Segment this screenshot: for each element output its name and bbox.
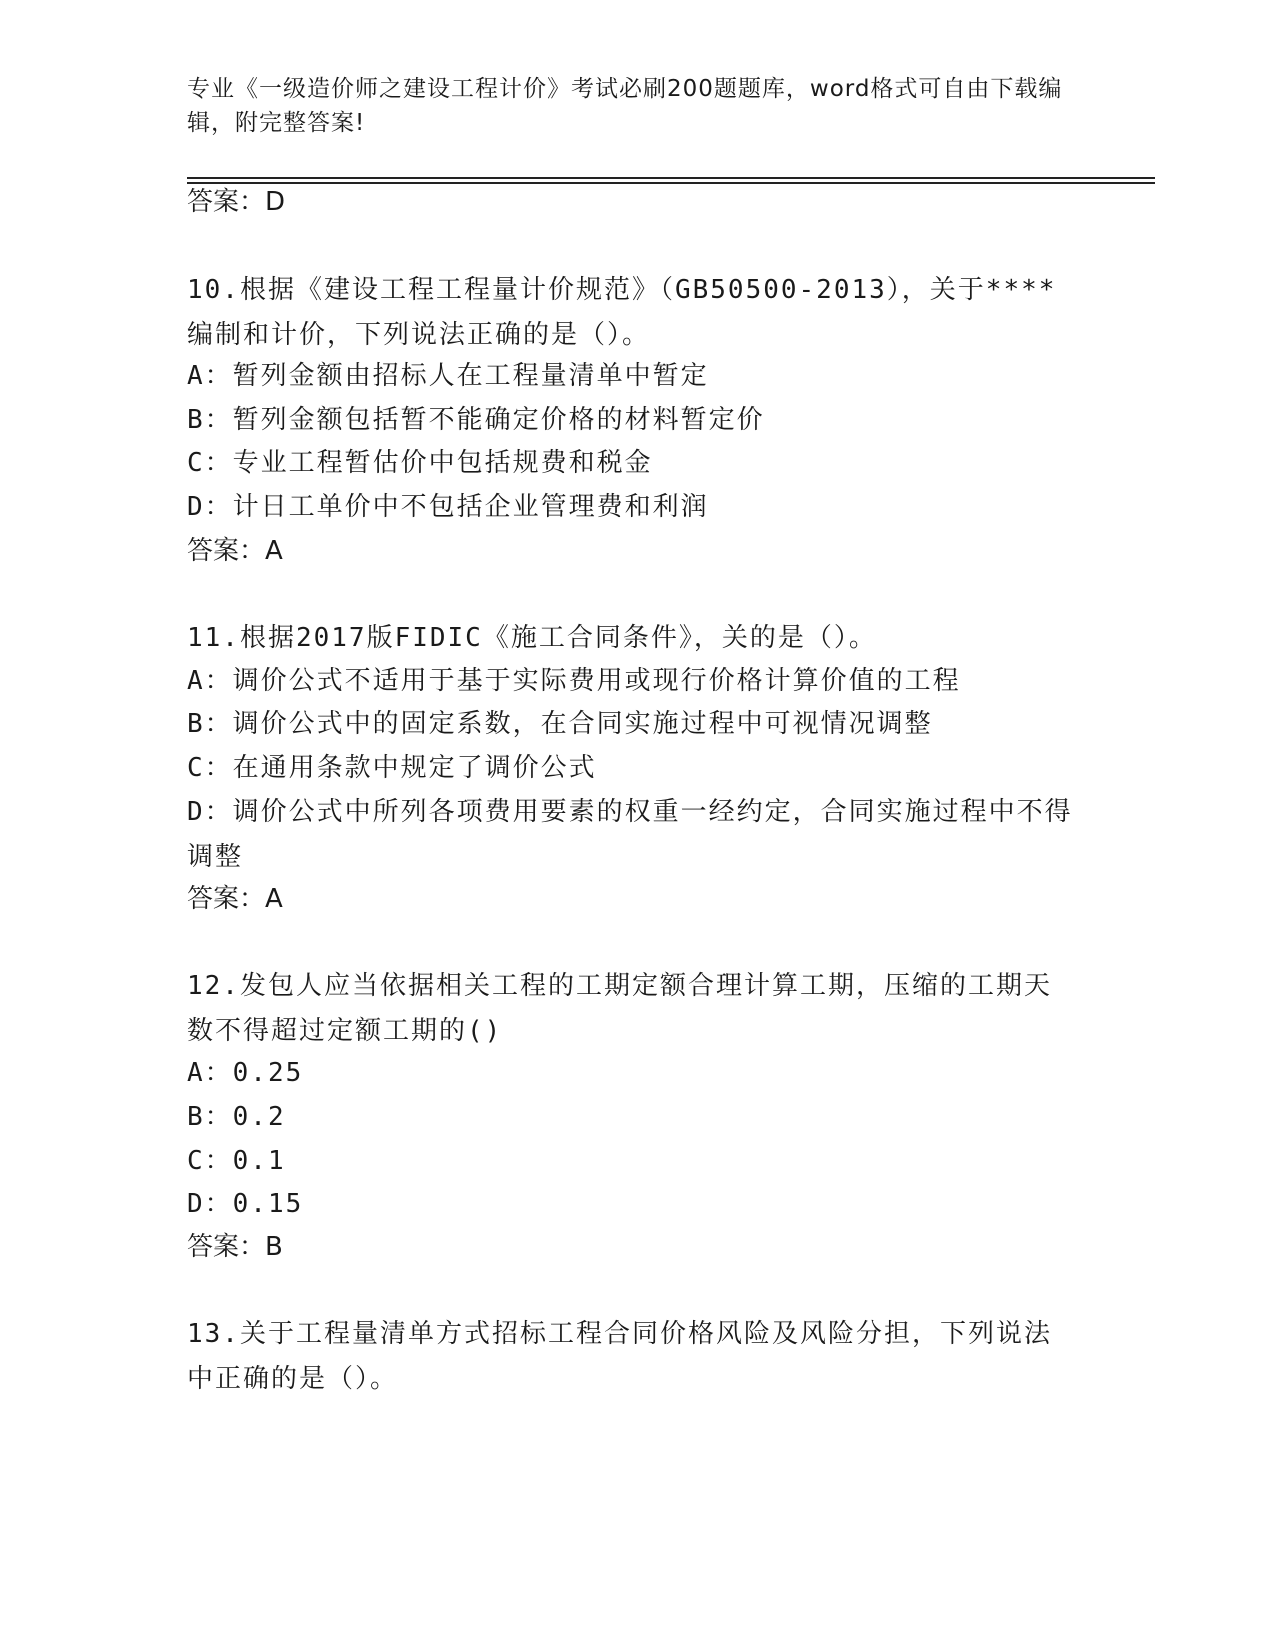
answer-line: 答案：B <box>187 1232 283 1262</box>
option-d: D：计日工单价中不包括企业管理费和利润 <box>187 492 709 522</box>
answer-line: 答案：D <box>187 187 286 217</box>
option-a: A：0.25 <box>187 1058 304 1088</box>
option-c: C：0.1 <box>187 1146 286 1176</box>
option-a: A：调价公式不适用于基于实际费用或现行价格计算价值的工程 <box>187 666 961 696</box>
question-text: 10.根据《建设工程工程量计价规范》（GB50500-2013），关于****编制和计价，下列说法正确的是（）。 <box>187 275 1057 350</box>
option-b: B：0.2 <box>187 1102 286 1132</box>
option-b: B：暂列金额包括暂不能确定价格的材料暂定价 <box>187 405 765 435</box>
question-text: 11.根据2017版FIDIC《施工合同条件》，关的是（）。 <box>187 623 877 653</box>
header-rule-top <box>187 177 1155 179</box>
question-text: 13.关于工程量清单方式招标工程合同价格风险及风险分担，下列说法中正确的是（）。 <box>187 1319 1052 1394</box>
option-c: C：在通用条款中规定了调价公式 <box>187 753 597 783</box>
answer-line: 答案：A <box>187 884 283 914</box>
option-b: B：调价公式中的固定系数，在合同实施过程中可视情况调整 <box>187 709 933 739</box>
option-d: D：调价公式中所列各项费用要素的权重一经约定，合同实施过程中不得调整 <box>187 797 1073 872</box>
document-header: 专业《一级造价师之建设工程计价》考试必刷200题题库，word格式可自由下载编辑，附完整答案! <box>187 76 1063 136</box>
option-c: C：专业工程暂估价中包括规费和税金 <box>187 448 653 478</box>
option-d: D：0.15 <box>187 1189 304 1219</box>
option-a: A：暂列金额由招标人在工程量清单中暂定 <box>187 361 709 391</box>
question-text: 12.发包人应当依据相关工程的工期定额合理计算工期，压缩的工期天数不得超过定额工期的() <box>187 971 1052 1046</box>
header-rule-bottom <box>187 182 1155 184</box>
answer-line: 答案：A <box>187 536 283 566</box>
